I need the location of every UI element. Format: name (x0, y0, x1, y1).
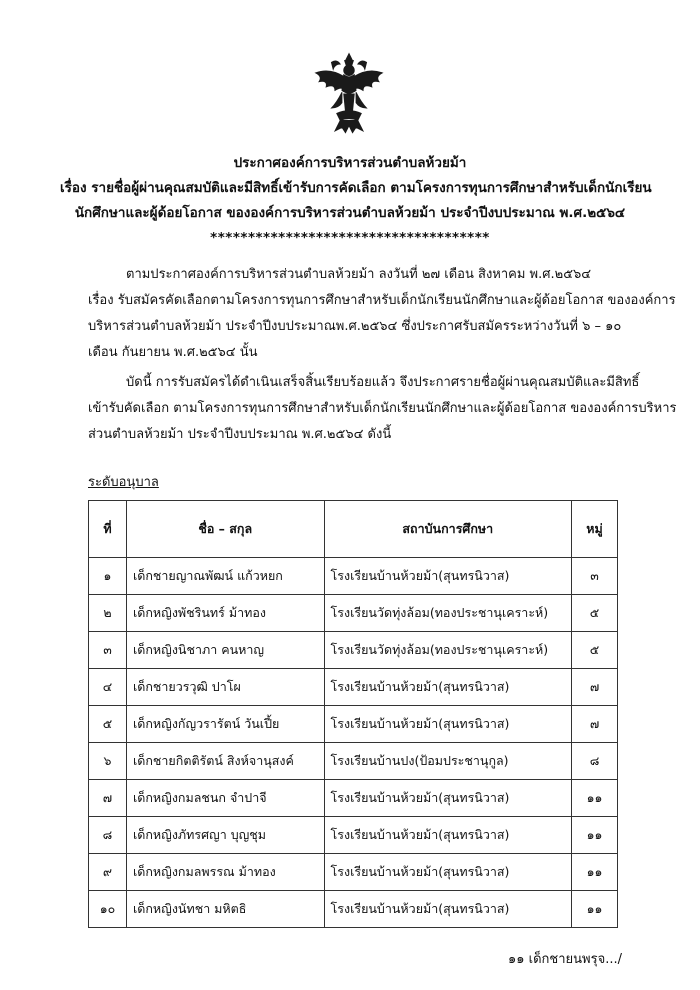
table-row (89, 854, 618, 891)
table-row (89, 743, 618, 780)
row-village: ๑๑ (572, 780, 618, 817)
row-number: ๕ (89, 706, 127, 743)
paragraph-1-line: เดือน กันยายน พ.ศ.๒๕๖๔ นั้น (88, 345, 258, 360)
table-row (89, 595, 618, 632)
row-village: ๓ (572, 558, 618, 595)
paragraph-2-line: บัดนี้ การรับสมัครได้ดำเนินเสร็จสิ้นเรียบร้อยแล้ว จึงประกาศรายชื่อผู้ผ่านคุณสมบัติและมีสิทธิ์ (126, 375, 640, 390)
row-name: เด็กหญิงกมลชนก จำปาจี (126, 780, 324, 817)
column-header-no: ที่ (89, 501, 127, 558)
row-village: ๕ (572, 632, 618, 669)
row-name: เด็กหญิงกมลพรรณ ม้าทอง (126, 854, 324, 891)
garuda-emblem-icon (305, 50, 393, 138)
row-school: โรงเรียนบ้านปง(ป้อมประชานุกูล) (324, 743, 571, 780)
row-school: โรงเรียนบ้านห้วยม้า(สุนทรนิวาส) (324, 706, 571, 743)
recipient-table (88, 500, 618, 928)
row-school: โรงเรียนบ้านห้วยม้า(สุนทรนิวาส) (324, 891, 571, 928)
continuation-note: ๑๑ เด็กชายนพรุจ.../ (508, 952, 622, 967)
table-row (89, 891, 618, 928)
row-name: เด็กชายกิตติรัตน์ สิงห์จานุสงค์ (126, 743, 324, 780)
separator-stars: ************************************* (210, 230, 490, 246)
table-row (89, 558, 618, 595)
announcement-title: ประกาศองค์การบริหารส่วนตำบลห้วยม้า (233, 155, 467, 171)
row-number: ๙ (89, 854, 127, 891)
paragraph-1-line: ตามประกาศองค์การบริหารส่วนตำบลห้วยม้า ลงวันที่ ๒๗ เดือน สิงหาคม พ.ศ.๒๕๖๔ (126, 267, 592, 282)
row-number: ๑๐ (89, 891, 127, 928)
row-number: ๓ (89, 632, 127, 669)
table-row (89, 706, 618, 743)
row-name: เด็กหญิงนิชาภา คนหาญ (126, 632, 324, 669)
announcement-subject-line-2: นักศึกษาและผู้ด้อยโอกาส ขององค์การบริหารส่วนตำบลห้วยม้า ประจำปีงบประมาณ พ.ศ.๒๕๖๔ (74, 205, 626, 221)
paragraph-2 (88, 370, 677, 448)
column-header-name: ชื่อ – สกุล (126, 501, 324, 558)
row-name: เด็กหญิงภัทรศญา บุญชุม (126, 817, 324, 854)
row-name: เด็กหญิงพัชรินทร์ ม้าทอง (126, 595, 324, 632)
table-row (89, 817, 618, 854)
row-school: โรงเรียนวัดทุ่งล้อม(ทองประชานุเคราะห์) (324, 632, 571, 669)
table-row (89, 632, 618, 669)
row-village: ๗ (572, 706, 618, 743)
row-name: เด็กหญิงกัญวรารัตน์ วันเปี้ย (126, 706, 324, 743)
paragraph-1-line: เรื่อง รับสมัครคัดเลือกตามโครงการทุนการศึกษาสำหรับเด็กนักเรียนนักศึกษาและผู้ด้อยโอกาส ขององค์การ (88, 293, 676, 308)
row-number: ๔ (89, 669, 127, 706)
table-header-row (89, 501, 618, 558)
row-number: ๖ (89, 743, 127, 780)
row-village: ๗ (572, 669, 618, 706)
paragraph-1 (88, 262, 676, 366)
section-label-kindergarten: ระดับอนุบาล (88, 475, 159, 490)
row-school: โรงเรียนวัดทุ่งล้อม(ทองประชานุเคราะห์) (324, 595, 571, 632)
row-name: เด็กหญิงนัทชา มหิตธิ (126, 891, 324, 928)
row-school: โรงเรียนบ้านห้วยม้า(สุนทรนิวาส) (324, 854, 571, 891)
row-number: ๘ (89, 817, 127, 854)
row-school: โรงเรียนบ้านห้วยม้า(สุนทรนิวาส) (324, 780, 571, 817)
row-number: ๒ (89, 595, 127, 632)
paragraph-1-line: บริหารส่วนตำบลห้วยม้า ประจำปีงบประมาณพ.ศ.๒๕๖๔ ซึ่งประกาศรับสมัครระหว่างวันที่ ๖ – ๑๐ (88, 319, 622, 334)
row-number: ๗ (89, 780, 127, 817)
row-school: โรงเรียนบ้านห้วยม้า(สุนทรนิวาส) (324, 669, 571, 706)
row-village: ๘ (572, 743, 618, 780)
table-row (89, 669, 618, 706)
row-name: เด็กชายวรวุฒิ ปาโผ (126, 669, 324, 706)
table-row (89, 780, 618, 817)
row-school: โรงเรียนบ้านห้วยม้า(สุนทรนิวาส) (324, 817, 571, 854)
row-village: ๕ (572, 595, 618, 632)
column-header-school: สถาบันการศึกษา (324, 501, 571, 558)
row-school: โรงเรียนบ้านห้วยม้า(สุนทรนิวาส) (324, 558, 571, 595)
paragraph-2-line: ส่วนตำบลห้วยม้า ประจำปีงบประมาณ พ.ศ.๒๕๖๔ ดังนี้ (88, 427, 392, 442)
column-header-village: หมู่ (572, 501, 618, 558)
paragraph-2-line: เข้ารับคัดเลือก ตามโครงการทุนการศึกษาสำหรับเด็กนักเรียนนักศึกษาและผู้ด้อยโอกาส ขององค์การบริหาร (88, 401, 677, 416)
row-village: ๑๑ (572, 891, 618, 928)
row-number: ๑ (89, 558, 127, 595)
row-village: ๑๑ (572, 854, 618, 891)
row-name: เด็กชายญาณพัฒน์ แก้วหยก (126, 558, 324, 595)
announcement-subject-line-1: เรื่อง รายชื่อผู้ผ่านคุณสมบัติและมีสิทธิ์เข้ารับการคัดเลือก ตามโครงการทุนการศึกษาสำหรับเด็กนักเรียน (60, 180, 652, 196)
row-village: ๑๑ (572, 817, 618, 854)
